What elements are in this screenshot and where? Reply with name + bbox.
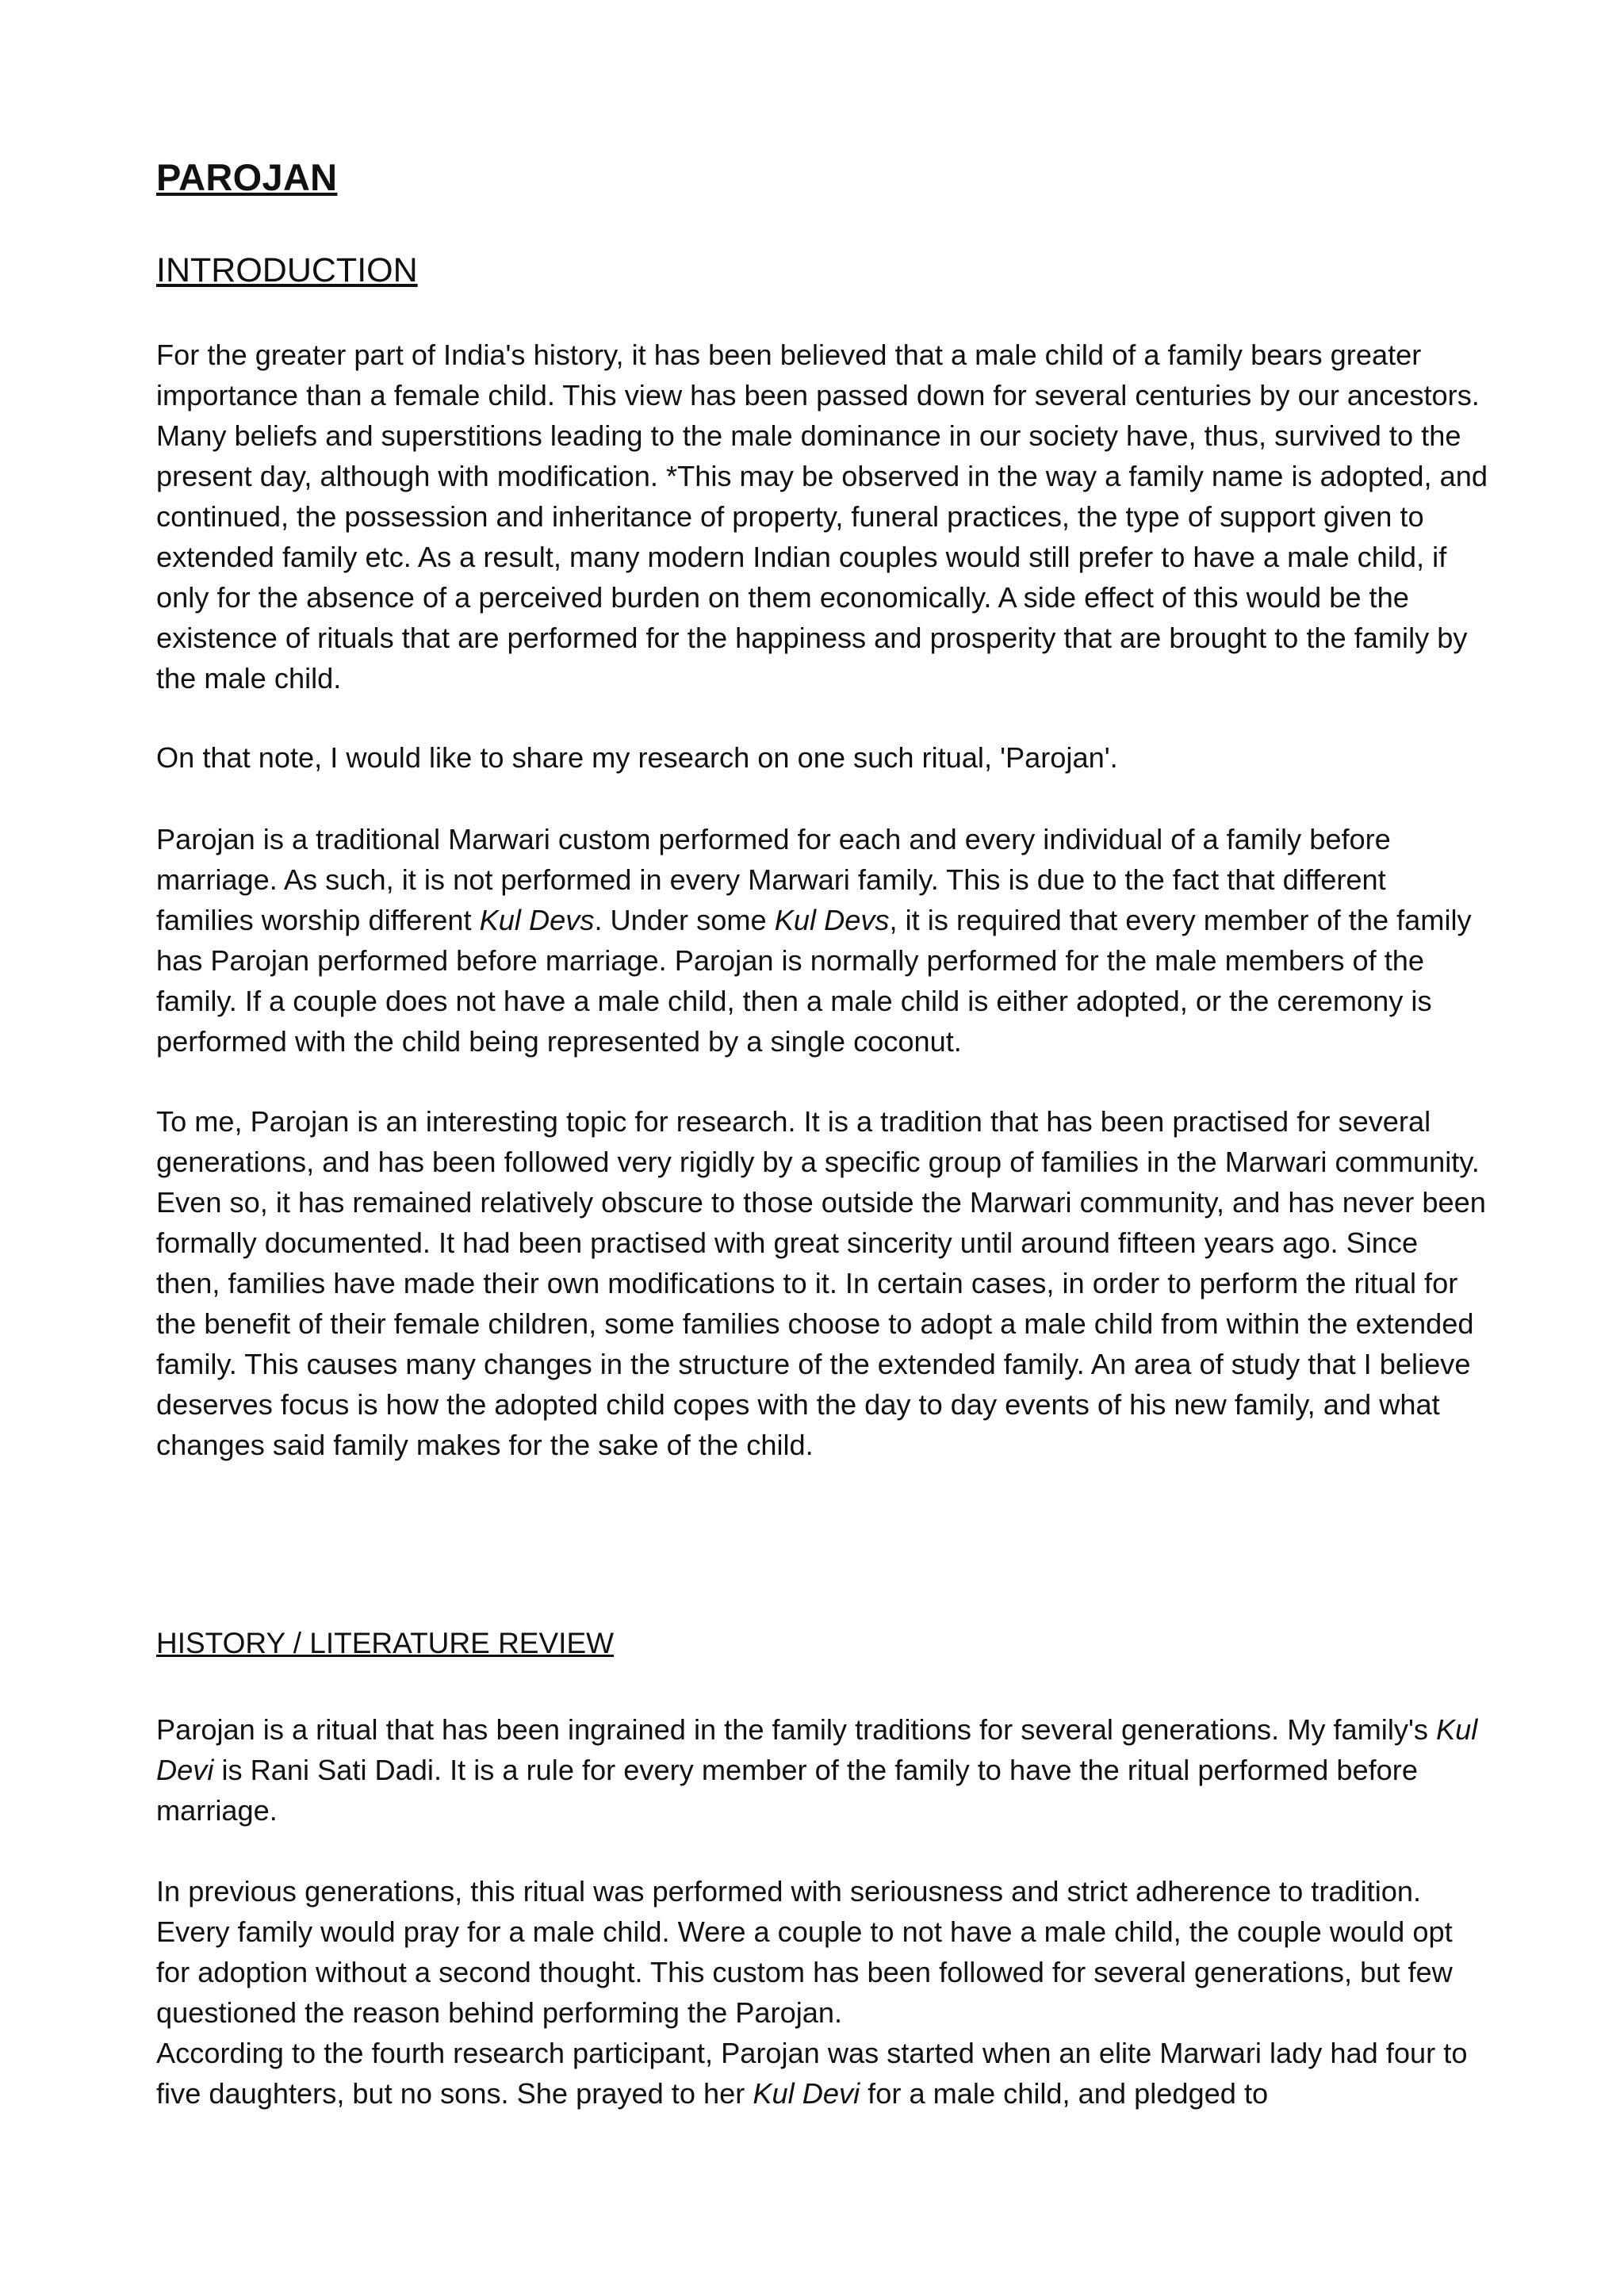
text-run: According to the fourth research participant, Parojan was started when an elite Marwari lady had four to five daughters, but no sons. She prayed to her [156, 2037, 1468, 2110]
history-paragraph-3 [156, 2033, 1488, 2114]
intro-paragraph-4: To me, Parojan is an interesting topic for research. It is a tradition that has been practised for several generations, and has been followed very rigidly by a specific group of families in the Marwari community. Even so, it has remained relatively obscure to those outside the Marwari community, and has never been formally documented. It had been practised with great sincerity until around fifteen years ago. Since then, families have made their own modifications to it. In certain cases, in order to perform the ritual for the benefit of their female children, some families choose to adopt a male child from within the extended family. This causes many changes in the structure of the extended family. An area of study that I believe deserves focus is how the adopted child copes with the day to day events of his new family, and what changes said family makes for the sake of the child. [156, 1105, 1486, 1461]
italic-term: Kul Devs [479, 904, 595, 936]
section-heading-history: HISTORY / LITERATURE REVIEW [156, 1627, 615, 1659]
italic-term: Kul Devi [156, 1713, 1478, 1786]
text-run: , it is required that every member of the family has Parojan performed before marriage. Parojan is normally performed for the male members of the family. If a couple does not have a male child, then a male child is either adopted, or the ceremony is performed with the child being represented by a single coconut. [156, 904, 1472, 1058]
text-run: . Under some [594, 904, 775, 936]
page-content [156, 155, 1488, 2110]
text-run: for a male child, and pledged to [860, 2077, 1269, 2110]
history-paragraph-2: In previous generations, this ritual was performed with seriousness and strict adherence to tradition. Every family would pray for a male child. Were a couple to not have a male child, the couple would opt for adoption without a second thought. This custom has been followed for several generations, but few questioned the reason behind performing the Parojan. [156, 1875, 1453, 2029]
intro-paragraph-2: On that note, I would like to share my research on one such ritual, 'Parojan'. [156, 741, 1118, 774]
text-run: Parojan is a ritual that has been ingrained in the family traditions for several generations. My family's [156, 1713, 1437, 1746]
intro-paragraph-3 [156, 819, 1488, 1062]
intro-paragraph-1: For the greater part of India's history, it has been believed that a male child of a family bears greater importance than a female child. This view has been passed down for several centuries by our ancestors. Many beliefs and superstitions leading to the male dominance in our society have, thus, survived to the present day, although with modification. *This may be observed in the way a family name is adopted, and continued, the possession and inheritance of property, funeral practices, the type of support given to extended family etc. As a result, many modern Indian couples would still prefer to have a male child, if only for the absence of a perceived burden on them economically. A side effect of this would be the existence of rituals that are performed for the happiness and prosperity that are brought to the family by the male child. [156, 339, 1488, 695]
text-run: is Rani Sati Dadi. It is a rule for every member of the family to have the ritual performed before marriage. [156, 1754, 1418, 1827]
history-paragraph-1 [156, 1709, 1488, 1831]
italic-term: Kul Devi [753, 2077, 860, 2110]
section-heading-introduction: INTRODUCTION [156, 251, 418, 289]
text-run: Parojan is a traditional Marwari custom performed for each and every individual of a family before marriage. As such, it is not performed in every Marwari family. This is due to the fact that different families worship different [156, 823, 1391, 936]
document-title: PAROJAN [156, 156, 338, 198]
italic-term: Kul Devs [774, 904, 890, 936]
